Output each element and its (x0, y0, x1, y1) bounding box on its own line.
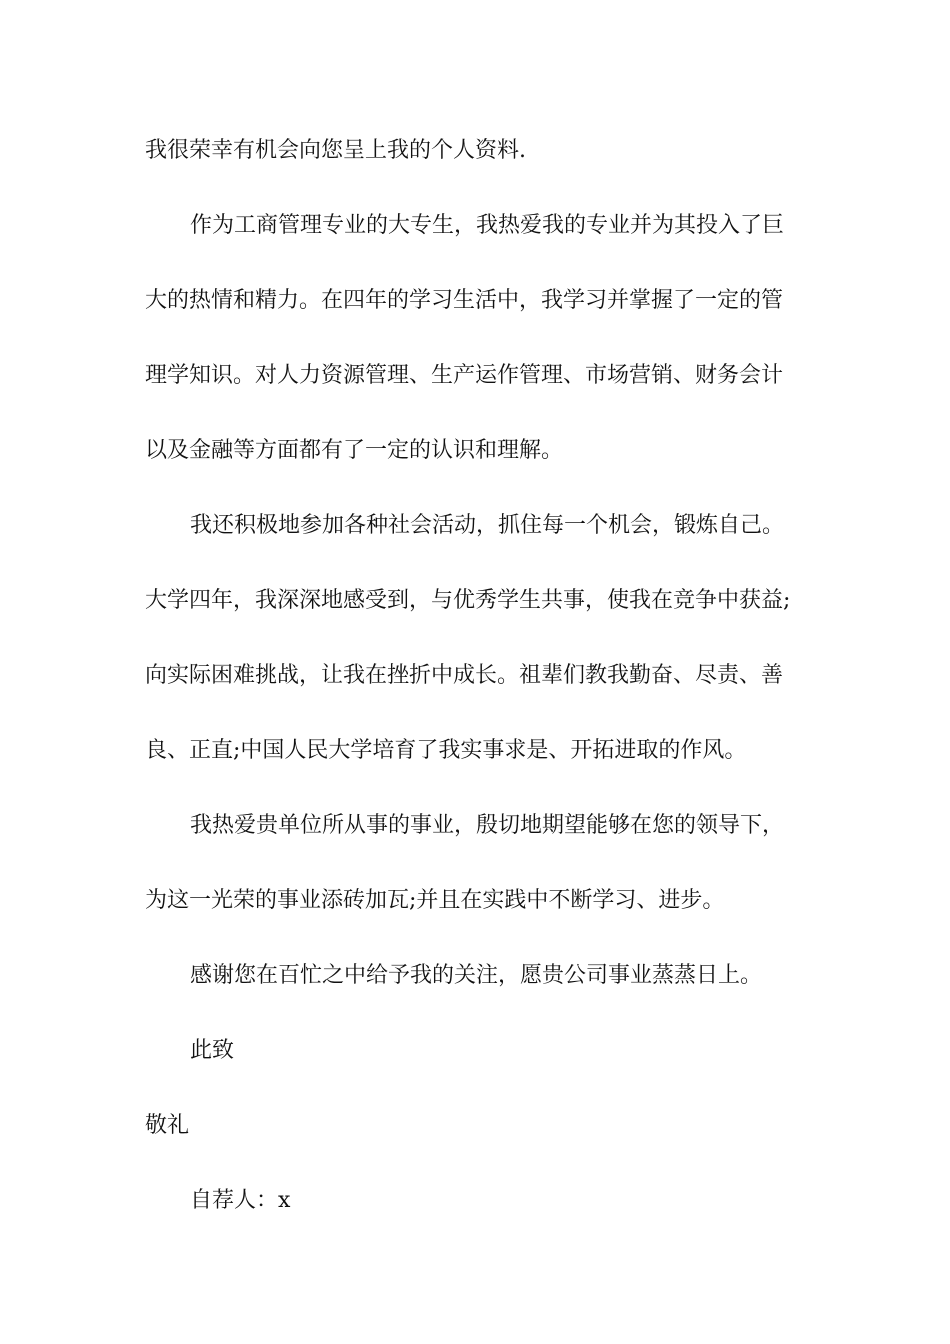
text-line-6: 我还积极地参加各种社会活动，抓住每一个机会，锻炼自己。 (190, 513, 785, 538)
signature-line: 自荐人：x (190, 1188, 291, 1213)
text-line-2: 作为工商管理专业的大专生，我热爱我的专业并为其投入了巨 (190, 213, 785, 238)
text-line-9: 良、正直;中国人民大学培育了我实事求是、开拓进取的作风。 (145, 738, 747, 763)
text-line-10: 我热爱贵单位所从事的事业，殷切地期望能够在您的领导下， (190, 813, 785, 838)
text-line-11: 为这一光荣的事业添砖加瓦;并且在实践中不断学习、进步。 (145, 888, 725, 913)
text-line-3: 大的热情和精力。在四年的学习生活中，我学习并掌握了一定的管 (145, 288, 784, 313)
text-line-1: 我很荣幸有机会向您呈上我的个人资料. (145, 138, 526, 163)
closing-salutation: 此致 (190, 1038, 235, 1063)
text-line-8: 向实际困难挑战，让我在挫折中成长。祖辈们教我勤奋、尽责、善 (145, 663, 784, 688)
text-line-4: 理学知识。对人力资源管理、生产运作管理、市场营销、财务会计 (145, 363, 784, 388)
text-line-5: 以及金融等方面都有了一定的认识和理解。 (145, 438, 564, 463)
closing-regards: 敬礼 (145, 1113, 190, 1138)
text-line-12: 感谢您在百忙之中给予我的关注，愿贵公司事业蒸蒸日上。 (190, 963, 763, 988)
text-line-7: 大学四年，我深深地感受到，与优秀学生共事，使我在竞争中获益; (145, 588, 791, 613)
